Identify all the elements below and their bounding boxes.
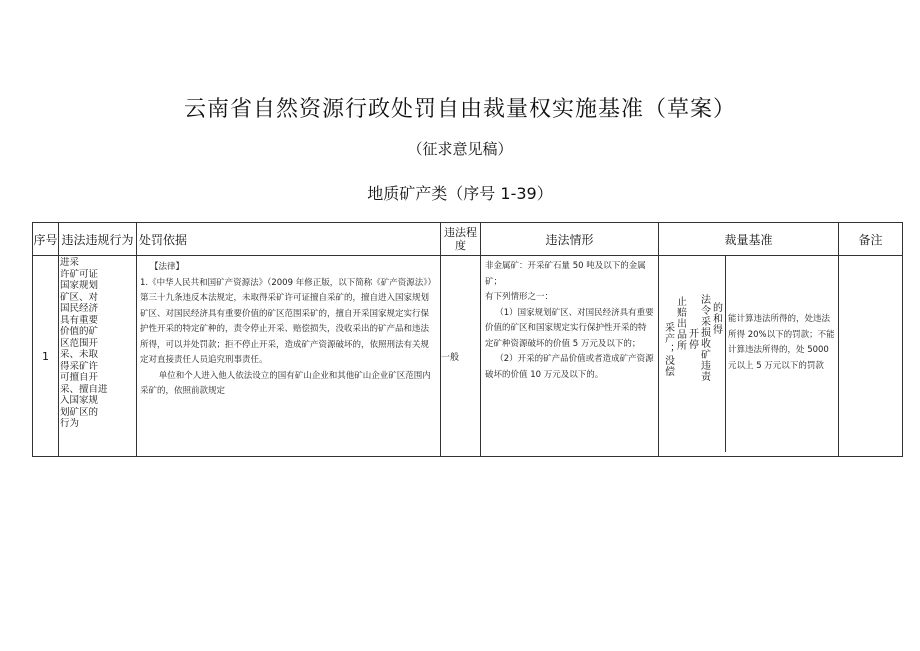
act-line: 国民经济 xyxy=(60,303,99,314)
act-line: 具有重要 xyxy=(60,314,99,326)
act-line: 入国家规 xyxy=(60,395,99,406)
basis-paragraph-2: 单位和个人进入他人依法设立的国有矿山企业和其他矿山企业矿区范围内采矿的，依照前款规定 xyxy=(140,370,431,396)
act-line: 得采矿许 xyxy=(60,360,99,372)
document-title: 云南省自然资源行政处罚自由裁量权实施基准（草案） xyxy=(183,97,736,122)
row-discretion-standard xyxy=(659,256,839,457)
table-header-row xyxy=(33,223,903,256)
act-line: 进采 xyxy=(60,257,80,268)
act-line: 行为 xyxy=(60,418,80,429)
act-line: 矿区、对 xyxy=(60,291,99,303)
header-degree: 违法程度 xyxy=(441,223,481,256)
act-line: 国家规划 xyxy=(60,280,99,291)
standard-vertical-column: 法令采损收矿违责 xyxy=(698,294,710,382)
row-penalty-basis xyxy=(137,256,441,457)
standard-vertical-column: 开停 xyxy=(686,328,698,350)
act-line: 划矿区的 xyxy=(60,406,99,418)
act-line: 采、未取 xyxy=(60,349,99,360)
standard-vertical-text xyxy=(659,256,726,452)
basis-paragraph-1: 1.《中华人民共和国矿产资源法》（2009 年修正版，以下简称《矿产资源法》）第三十九条违反本法规定，未取得采矿许可证擅自采矿的，擅自进入国家规划矿区、对国民经济具有重要价值的矿区范围采矿的，擅自开采国家规定实行保护性开采的特定矿种的，责令停止开采、赔偿损失，没收采出的矿产品和违法所得，可以并处罚款；拒不停止开采，造成矿产资源破坏的，依照刑法有关规定对直接责任人员追究刑事责任。 xyxy=(140,277,436,365)
header-basis: 处罚依据 xyxy=(137,223,441,256)
basis-tag: 【法律】 xyxy=(150,262,185,272)
circumstance-paragraph-3: （1）国家规划矿区、对国民经济具有重要价值的矿区和国家规定实行保护性开采的特定矿种资源破坏的价值 5 万元及以下的； xyxy=(485,307,654,349)
header-seq: 序号 xyxy=(33,223,59,256)
standard-vertical-column: 采产；没偿 xyxy=(662,322,674,377)
act-line: 许矿可证 xyxy=(60,268,99,280)
standard-vertical-columns xyxy=(659,256,725,444)
row-remark xyxy=(839,256,903,457)
header-remark: 备注 xyxy=(839,223,903,256)
section-heading: 地质矿产类（序号 1-39） xyxy=(367,184,553,203)
circumstance-paragraph-2: 有下列情形之一： xyxy=(485,292,554,302)
act-line: 采、擅自进 xyxy=(60,383,108,395)
penalty-standard-table xyxy=(32,222,903,457)
standard-vertical-column: 的和得 xyxy=(710,302,722,335)
row-seq: 1 xyxy=(33,256,59,457)
header-standard: 裁量基准 xyxy=(659,223,839,256)
row-violation-circumstance xyxy=(481,256,659,457)
act-line: 区范围开 xyxy=(60,337,99,349)
standard-vertical-column: 止赔出品所 xyxy=(674,296,686,351)
act-line: 可擅自开 xyxy=(60,372,99,383)
act-line: 价值的矿 xyxy=(60,326,99,337)
standard-penalty-text: 能计算违法所得的，处违法所得 20%以下的罚款；不能计算违法所得的，处 5000 元以上 5 万元以下的罚款 xyxy=(728,314,835,371)
circumstance-paragraph-4: （2）开采的矿产品价值或者造成矿产资源破坏的价值 10 万元及以下的。 xyxy=(485,354,654,380)
document-subtitle: （征求意见稿） xyxy=(407,140,513,158)
circumstance-paragraph-1: 非金属矿：开采矿石量 50 吨及以下的金属矿； xyxy=(485,261,646,287)
header-circumstance: 违法情形 xyxy=(481,223,659,256)
header-act: 违法违规行为 xyxy=(59,223,137,256)
row-violation-act xyxy=(59,256,137,457)
table-row xyxy=(33,256,903,457)
row-violation-degree: 一般 xyxy=(441,256,481,457)
